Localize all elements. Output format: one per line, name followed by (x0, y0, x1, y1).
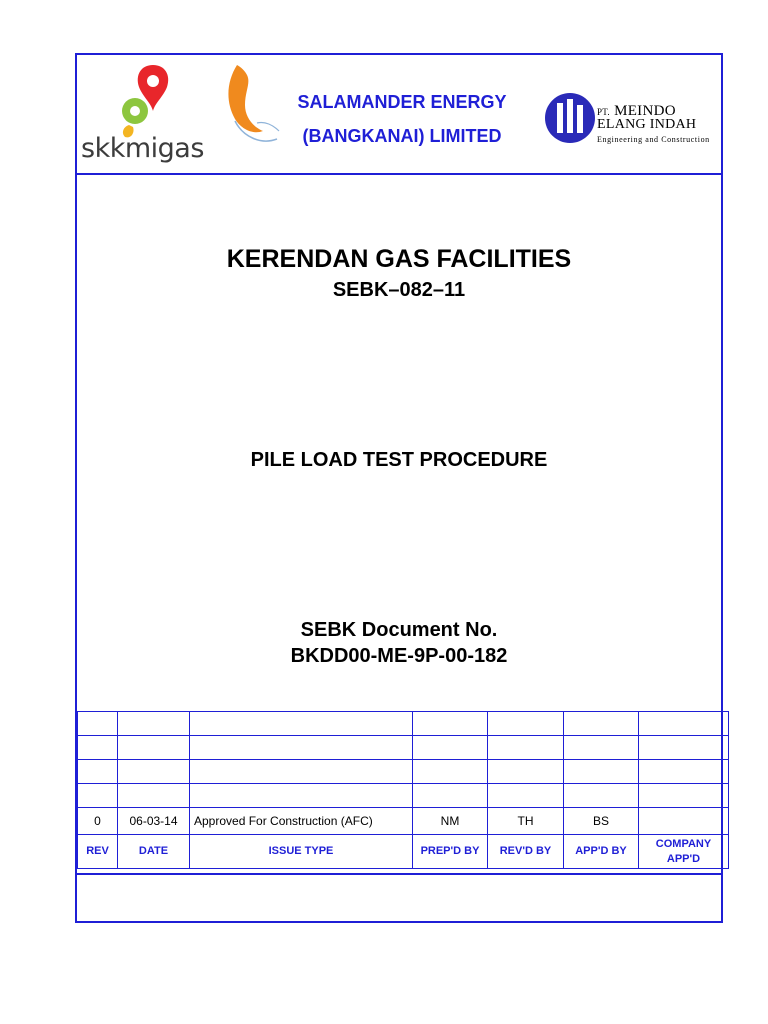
header-date: DATE (118, 835, 190, 869)
appd-cell: BS (564, 808, 639, 835)
document-number-label: SEBK Document No. (300, 619, 498, 641)
header-company-appd: COMPANY APP'D (639, 835, 729, 869)
project-title: KERENDAN GAS FACILITIES (226, 245, 572, 273)
header-revd: REV'D BY (488, 835, 564, 869)
header-prepd: PREP'D BY (413, 835, 488, 869)
prepd-cell: NM (413, 808, 488, 835)
revision-blank-row (78, 760, 729, 784)
header (77, 55, 721, 175)
company-name (287, 85, 517, 153)
salamander-flame-icon (217, 61, 287, 151)
revision-blank-row (78, 784, 729, 808)
project-code: SEBK–082–11 (332, 279, 466, 301)
meindo-wordmark (597, 103, 710, 144)
header-appd: APP'D BY (564, 835, 639, 869)
revision-blank-row (78, 712, 729, 736)
header-rev: REV (78, 835, 118, 869)
revision-header-row (78, 835, 729, 869)
company-name-line1: SALAMANDER ENERGY (297, 92, 507, 112)
cover-frame (75, 53, 723, 923)
rev-cell: 0 (78, 808, 118, 835)
revision-table (77, 711, 729, 869)
company-name-line2: (BANGKANAI) LIMITED (302, 126, 502, 146)
skkmigas-wordmark: skkmigas (81, 133, 204, 164)
issue-type-cell: Approved For Construction (AFC) (190, 808, 413, 835)
divider (77, 873, 721, 875)
document-number: BKDD00-ME-9P-00-182 (290, 645, 508, 667)
header-issue-type: ISSUE TYPE (190, 835, 413, 869)
meindo-tagline: Engineering and Construction (597, 135, 710, 144)
meindo-name-line2: ELANG INDAH (597, 117, 697, 132)
revd-cell: TH (488, 808, 564, 835)
revision-blank-row (78, 736, 729, 760)
document-title: PILE LOAD TEST PROCEDURE (250, 449, 548, 471)
date-cell: 06-03-14 (118, 808, 190, 835)
meindo-name-line1: MEINDO (614, 103, 676, 119)
table-row (78, 808, 729, 835)
meindo-prefix: PT. (597, 107, 610, 117)
company-appd-cell (639, 808, 729, 835)
meindo-logo-icon (543, 91, 597, 145)
